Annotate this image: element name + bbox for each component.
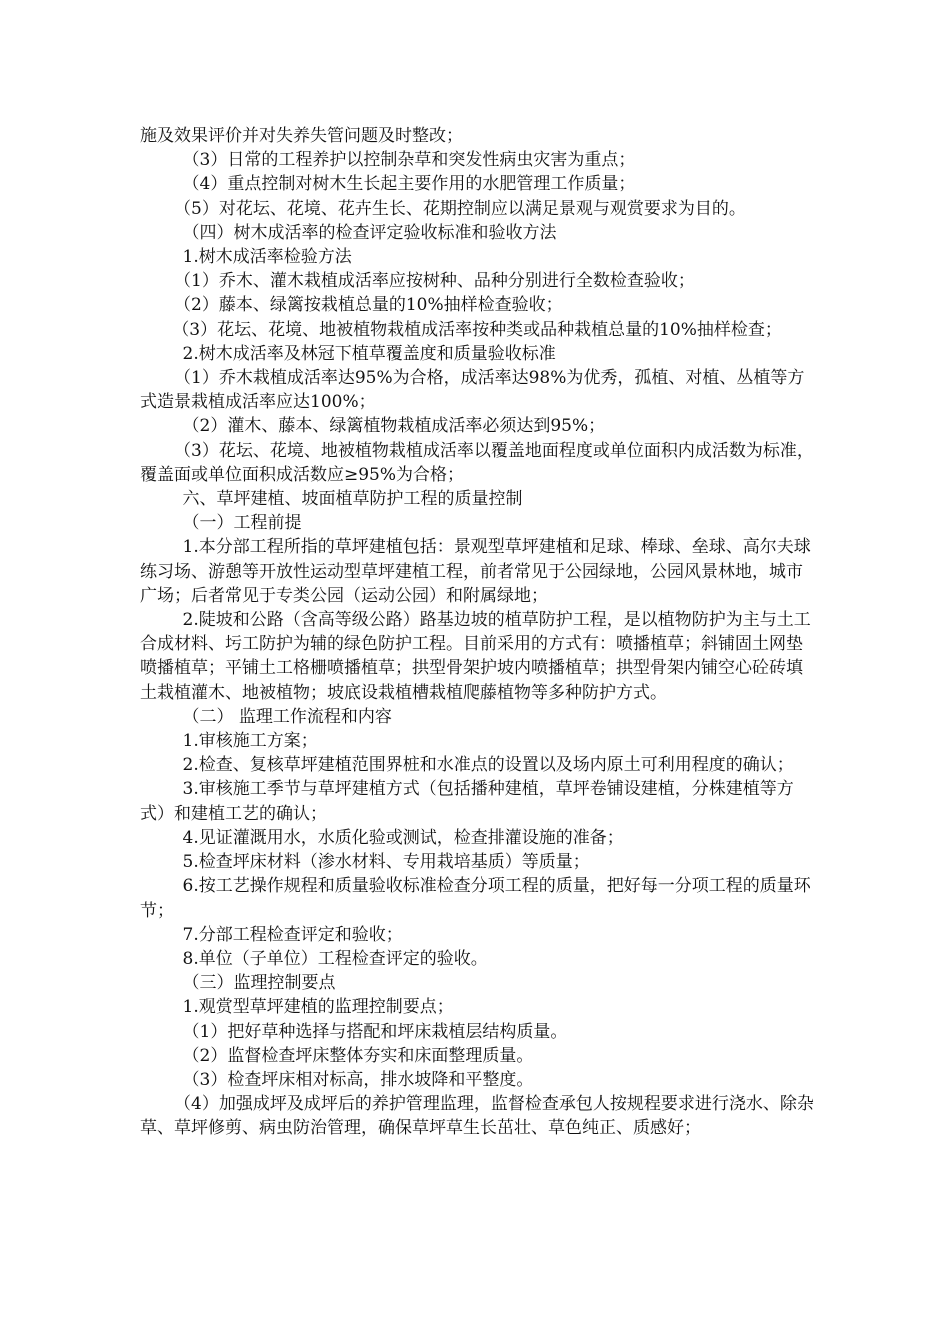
paragraph: 4.见证灌溉用水，水质化验或测试，检查排灌设施的准备； [182,827,624,848]
paragraph: （4）重点控制对树木生长起主要作用的水肥管理工作质量； [182,174,636,195]
subsection-heading: 1.观赏型草坪建植的监理控制要点； [182,997,454,1018]
paragraph: 5.检查坪床材料（渗水材料、专用栽培基质）等质量； [182,852,590,873]
paragraph: （3）花坛、花境、地被植物栽植成活率以覆盖地面程度或单位面积内成活数为标准，覆盖面或单位面积成活数应≥95%为合格； [140,440,814,485]
paragraph: 2.检查、复核草坪建植范围界桩和水准点的设置以及场内原土可利用程度的确认； [182,755,794,776]
paragraph: 施及效果评价并对失养失管问题及时整改； [140,126,463,146]
paragraph: （2）藤本、绿篱按栽植总量的10%抽样检查验收； [174,295,563,316]
paragraph: （1）乔木栽植成活率达95%为合格，成活率达98%为优秀，孤植、对植、丛植等方式造景栽植成活率应达100%； [140,368,805,413]
subsection-heading: 2.树木成活率及林冠下植草覆盖度和质量验收标准 [182,343,556,364]
subsection-heading: 1.树木成活率检验方法 [182,247,352,268]
paragraph: 3.审核施工季节与草坪建植方式（包括播种建植，草坪卷铺设建植，分株建植等方式）和建植工艺的确认； [140,779,794,824]
paragraph: 8.单位（子单位）工程检查评定的验收。 [182,948,488,969]
section-heading: （三）监理控制要点 [182,973,336,994]
section-heading: （四）树木成活率的检查评定验收标准和验收方法 [182,222,557,243]
paragraph: （5）对花坛、花境、花卉生长、花期控制应以满足景观与观赏要求为目的。 [174,198,746,219]
chapter-heading: 六、草坪建植、坡面植草防护工程的质量控制 [182,489,523,510]
section-heading: （一）工程前提 [182,513,302,534]
paragraph: 6.按工艺操作规程和质量验收标准检查分项工程的质量，把好每一分项工程的质量环节； [140,876,811,921]
paragraph: （2）监督检查坪床整体夯实和床面整理质量。 [182,1045,534,1066]
section-heading: （二） 监理工作流程和内容 [182,706,392,727]
paragraph: 1.审核施工方案； [182,731,318,752]
paragraph: （1）把好草种选择与搭配和坪床栽植层结构质量。 [182,1021,568,1042]
paragraph: （3）日常的工程养护以控制杂草和突发性病虫灾害为重点； [182,150,636,171]
document-body [140,124,816,1141]
paragraph: 7.分部工程检查评定和验收； [182,924,403,945]
paragraph: （3）花坛、花境、地被植物栽植成活率按种类或品种栽植总量的10%抽样检查； [172,319,782,340]
paragraph: 2.陡坡和公路（含高等级公路）路基边坡的植草防护工程，是以植物防护为主与土工合成材料、圬工防护为辅的绿色防护工程。目前采用的方式有：喷播植草；斜铺固土网垫喷播植草；平铺土工格栅喷播植草；拱型骨架护坡内喷播植草；拱型骨架内铺空心砼砖填土栽植灌木、地被植物；坡底设栽植槽栽植爬藤植物等多种防护方式。 [140,610,811,703]
paragraph: （1）乔木、灌木栽植成活率应按树种、品种分别进行全数检查验收； [174,271,695,292]
paragraph: 1.本分部工程所指的草坪建植包括：景观型草坪建植和足球、棒球、垒球、高尔夫球练习场、游憩等开放性运动型草坪建植工程，前者常见于公园绿地，公园风景林地，城市广场；后者常见于专类公园（运动公园）和附属绿地； [140,537,811,606]
paragraph: （2）灌木、藤本、绿篱植物栽植成活率必须达到95%； [182,416,606,437]
paragraph: （4）加强成坪及成坪后的养护管理监理，监督检查承包人按规程要求进行浇水、除杂草、草坪修剪、病虫防治管理，确保草坪草生长茁壮、草色纯正、质感好； [140,1094,814,1139]
paragraph: （3）检查坪床相对标高，排水坡降和平整度。 [182,1069,534,1090]
